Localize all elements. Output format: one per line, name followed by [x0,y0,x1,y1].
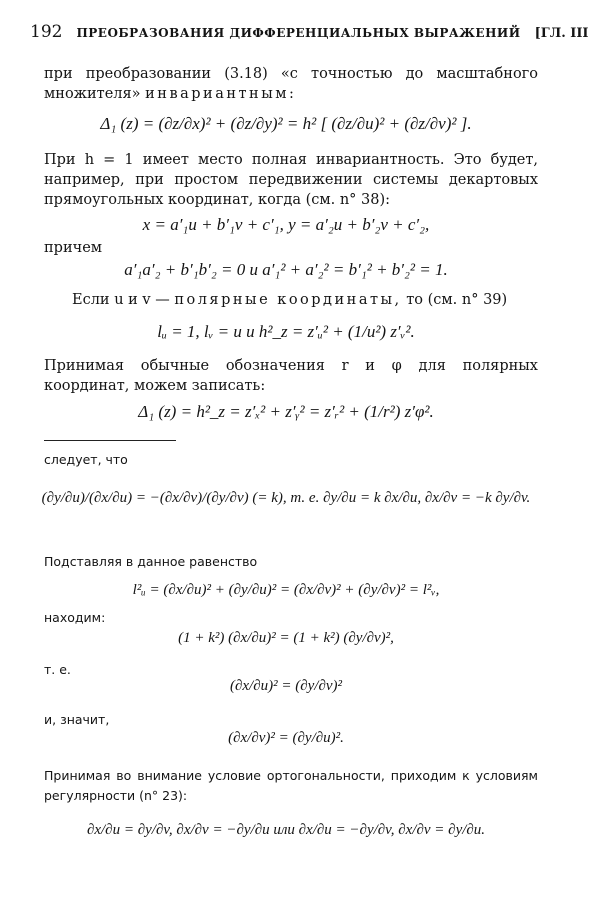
equation-3: a′₁a′₂ + b′₁b′₂ = 0 и a′₁² + a′₂² = b′₁² + b′₂² = 1. [124,260,448,279]
footnote-rule [44,440,176,441]
paragraph-4-lead: Если u и v — [72,292,170,308]
footnote-text-4: т. е. [44,662,71,677]
equation-7: l²ᵤ = (∂x/∂u)² + (∂y/∂u)² = (∂x/∂v)² + (∂y/∂v)² = l²ᵥ, [132,582,440,598]
paragraph-1-spaced: инвариантным: [145,86,297,102]
paragraph-2: При h = 1 имеет место полная инвариантность. Это будет, например, при простом передвижении системы декартовых прямоугольных координат, когда (см. n° 38): [44,152,538,208]
running-title: ПРЕОБРАЗОВАНИЯ ДИФФЕРЕНЦИАЛЬНЫХ ВЫРАЖЕНИЙ [76,26,521,40]
footnote-text-5: и, значит, [44,712,110,727]
equation-10: (∂x/∂v)² = (∂y/∂u)². [228,730,344,746]
footnote-text-2: Подставляя в данное равенство [44,554,258,569]
paragraph-1 [44,64,538,104]
paragraph-4-tail: то (см. n° 39) [406,292,508,308]
paragraph-3: причем [44,240,103,256]
chapter-label: [ГЛ. III [534,26,589,41]
paragraph-4 [72,290,538,310]
paragraph-1-text: при преобразовании (3.18) «с точностью до масштабного множителя» [44,66,538,102]
paragraph-4-spaced: полярные координаты, [174,292,402,308]
equation-6: (∂y/∂u)/(∂x/∂u) = −(∂x/∂v)/(∂y/∂v) (= k), т. е. ∂y/∂u = k ∂x/∂u, ∂x/∂v = −k ∂y/∂v. [41,490,531,506]
equation-11: ∂x/∂u = ∂y/∂v, ∂x/∂v = −∂y/∂u или ∂x/∂u = −∂y/∂v, ∂x/∂v = ∂y/∂u. [86,822,486,838]
footnote-text-6: Принимая во внимание условие ортогональности, приходим к условиям регулярности (n° 23): [44,768,538,803]
equation-8: (1 + k²) (∂x/∂u)² = (1 + k²) (∂y/∂v)², [178,630,394,646]
equation-2: x = a′₁u + b′₁v + c′₁, y = a′₂u + b′₂v + c′₂, [142,215,430,234]
footnote-text-1: следует, что [44,452,128,467]
equation-4: lᵤ = 1, lᵥ = u и h²_z = z′ᵤ² + (1/u²) z′ᵥ². [157,322,415,341]
equation-1: Δ₁ (z) = (∂z/∂x)² + (∂z/∂y)² = h² [ (∂z/∂u)² + (∂z/∂v)² ]. [100,114,472,133]
running-header [30,22,589,42]
footnote-text-3: находим: [44,610,106,625]
equation-5: Δ₁ (z) = h²_z = z′ₓ² + z′ᵧ² = z′ᵣ² + (1/r²) z′φ². [138,402,434,421]
page-number: 192 [30,22,63,42]
equation-9: (∂x/∂u)² = (∂y/∂v)² [229,678,343,694]
paragraph-5: Принимая обычные обозначения r и φ для полярных координат, можем записать: [44,358,538,394]
